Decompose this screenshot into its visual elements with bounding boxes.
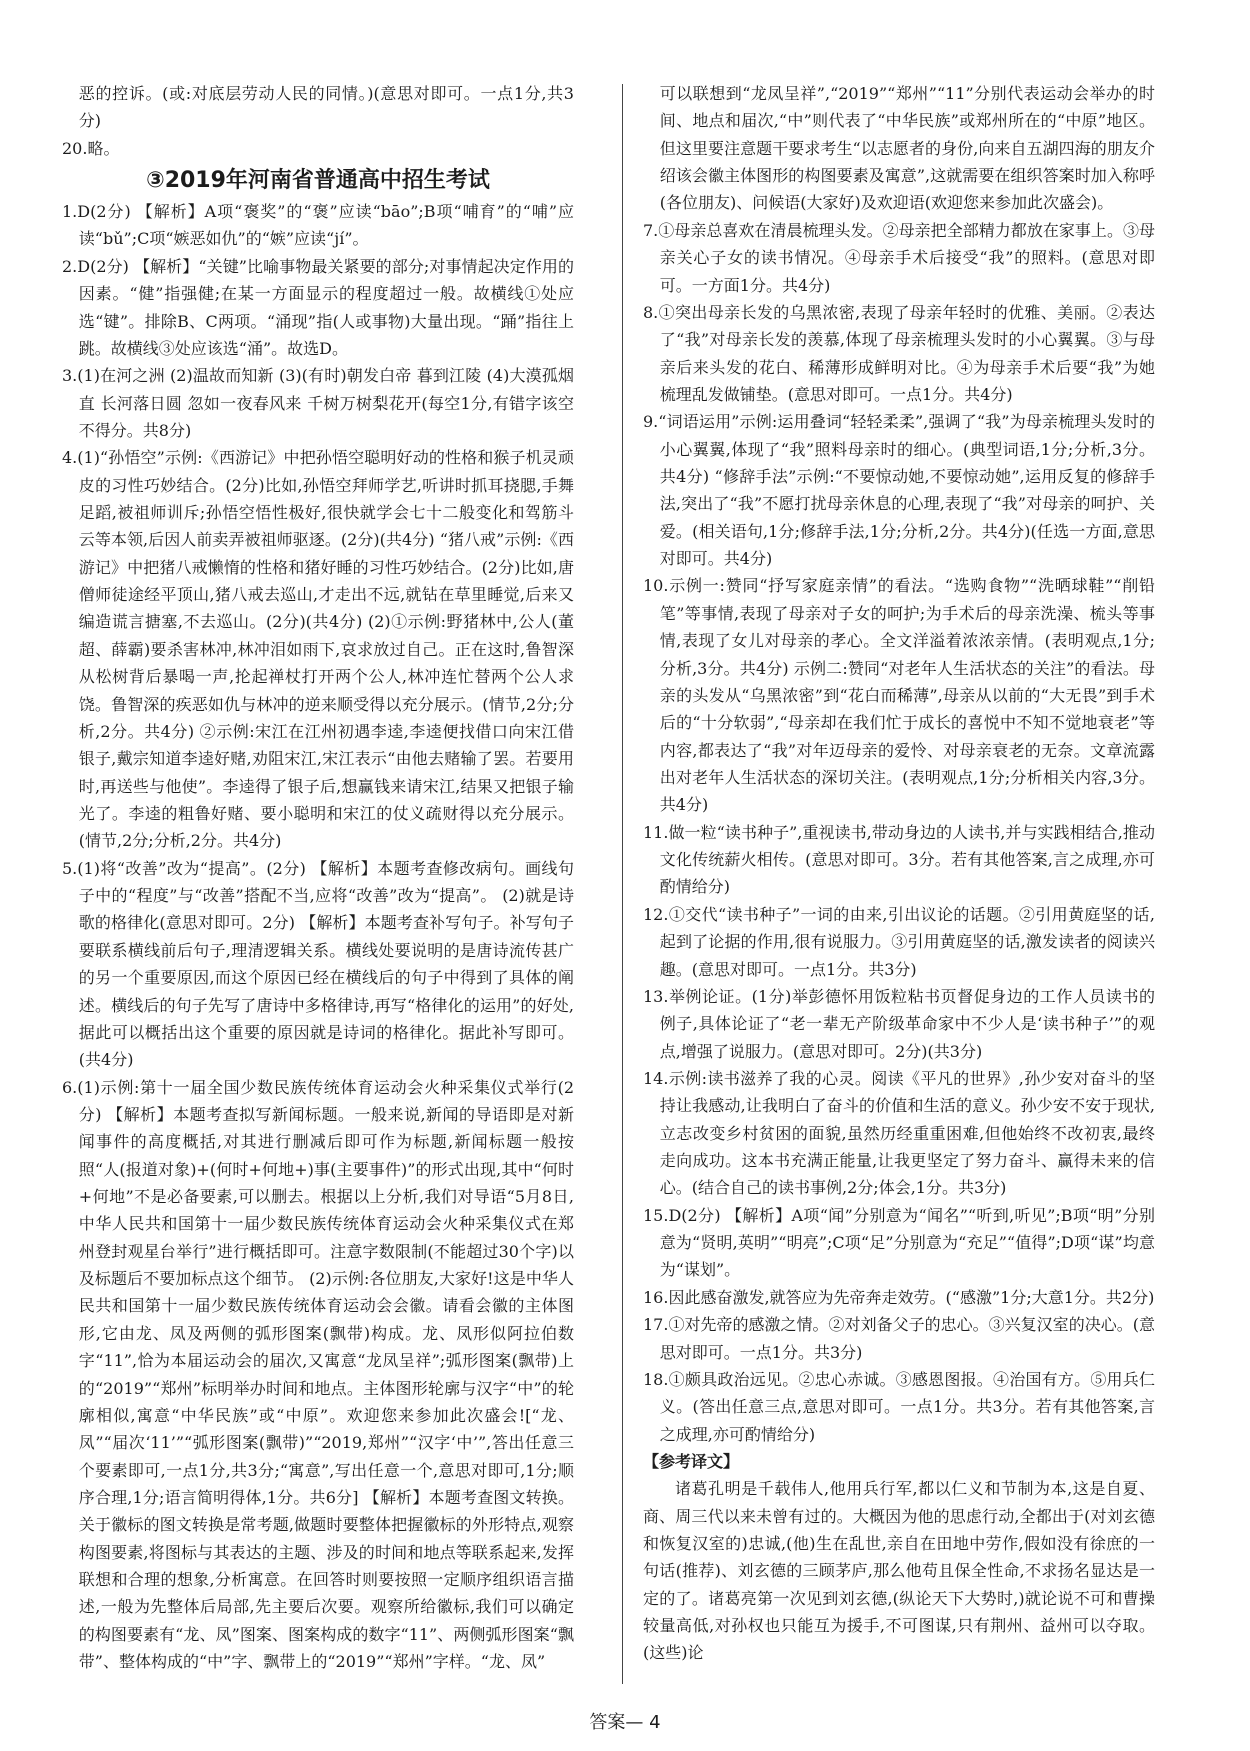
answer-item: 16.因此感奋激发,就答应为先帝奔走效劳。(“感激”1分;大意1分。共2分)	[643, 1287, 1155, 1307]
answer-item: 11.做一粒“读书种子”,重视读书,带动身边的人读书,并与实践相结合,推动文化传统薪火相传。(意思对即可。3分。若有其他答案,言之成理,亦可酌情给分)	[643, 822, 1155, 897]
intro-line: 20.略。	[62, 138, 120, 158]
answer-item: 5.(1)将“改善”改为“提高”。(2分) 【解析】本题考查修改病句。画线句子中的“程度”与“改善”搭配不当,应将“改善”改为“提高”。 (2)就是诗歌的格律化(意思对即可。2分) 【解析】本题考查补写句子。补写句子要联系横线前后句子,理清逻辑关系。横线处要说明的是唐诗流传甚广的另一个重要原因,而这个原因已经在横线后的句子中得到了具体的阐述。横线后的句子先写了唐诗中多格律诗,再写“格律化的运用”的好处,据此可以概括出这个重要的原因就是诗词的格律化。据此补写即可。(共4分)	[62, 858, 574, 1070]
translation-body: 诸葛孔明是千载伟人,他用兵行军,都以仁义和节制为本,这是自夏、商、周三代以来未曾有过的。大概因为他的思虑行动,全都出于(对刘玄德和恢复汉室的)忠诚,(他)生在乱世,亲自在田地中劳作,假如没有徐庶的一句话(推荐)、刘玄德的三顾茅庐,那么他苟且保全性命,不求扬名显达是一定的了。诸葛亮第一次见到刘玄德,(纵论天下大势时,)就论说不可和曹操较量高低,对孙权也只能互为援手,不可图谋,只有荆州、益州可以夺取。(这些)论	[643, 1479, 1155, 1663]
answer-item: 8.①突出母亲长发的乌黑浓密,表现了母亲年轻时的优雅、美丽。②表达了“我”对母亲长发的羡慕,体现了母亲梳理头发时的小心翼翼。③与母亲后来头发的花白、稀薄形成鲜明对比。④为母亲手术后要“我”为她梳理乱发做铺垫。(意思对即可。一点1分。共4分)	[643, 302, 1155, 404]
answer-item: 2.D(2分) 【解析】“关键”比喻事物最关紧要的部分;对事情起决定作用的因素。“健”指强健;在某一方面显示的程度超过一般。故横线①处应选“键”。排除B、C两项。“涌现”指(人或事物)大量出现。“踊”指往上跳。故横线③处应该选“涌”。故选D。	[62, 256, 574, 358]
answer-item: 17.①对先帝的感激之情。②对刘备父子的忠心。③兴复汉室的决心。(意思对即可。一点1分。共3分)	[643, 1315, 1155, 1362]
answer-item: 15.D(2分) 【解析】A项“闻”分别意为“闻名”“听到,听见”;B项“明”分别意为“贤明,英明”“明亮”;C项“足”分别意为“充足”“值得”;D项“谋”均意为“谋划”。	[643, 1205, 1155, 1280]
translation-title: 【参考译文】	[643, 1451, 740, 1471]
answer-item: 7.①母亲总喜欢在清晨梳理头发。②母亲把全部精力都放在家事上。③母亲关心子女的读书情况。④母亲手术后接受“我”的照料。(意思对即可。一方面1分。共4分)	[643, 220, 1155, 295]
answer-continuation: 可以联想到“龙凤呈祥”,“2019”“郑州”“11”分别代表运动会举办的时间、地点和届次,“中”则代表了“中华民族”或郑州所在的“中原”地区。但这里要注意题干要求考生“以志愿者的身份,向来自五湖四海的朋友介绍该会徽主体图形的构图要素及寓意”,这就需要在组织答案时加入称呼(各位朋友)、问候语(大家好)及欢迎语(欢迎您来参加此次盛会)。	[659, 84, 1155, 213]
answer-item: 10.示例一:赞同“抒写家庭亲情”的看法。“选购食物”“洗晒球鞋”“削铅笔”等事情,表现了母亲对子女的呵护;为手术后的母亲洗澡、梳头等事情,表现了女儿对母亲的孝心。全文洋溢着浓浓亲情。(表明观点,1分;分析,3分。共4分) 示例二:赞同“对老年人生活状态的关注”的看法。母亲的头发从“乌黑浓密”到“花白而稀薄”,母亲从以前的“大无畏”到手术后的“十分软弱”,“母亲却在我们忙于成长的喜悦中不知不觉地衰老”等内容,都表达了“我”对年迈母亲的爱怜、对母亲衰老的无奈。文章流露出对老年人生活状态的深切关注。(表明观点,1分;分析相关内容,3分。共4分)	[643, 576, 1155, 815]
exam-title: ③2019年河南省普通高中招生考试	[146, 168, 490, 194]
right-column	[643, 80, 1155, 1667]
answer-item: 14.示例:读书滋养了我的心灵。阅读《平凡的世界》,孙少安对奋斗的坚持让我感动,让我明白了奋斗的价值和生活的意义。孙少安不安于现状,立志改变乡村贫困的面貌,虽然历经重重困难,但他始终不改初衷,最终走向成功。这本书充满正能量,让我更坚定了努力奋斗、赢得未来的信心。(结合自己的读书事例,2分;体会,1分。共3分)	[643, 1068, 1155, 1198]
answer-item: 12.①交代“读书种子”一词的由来,引出议论的话题。②引用黄庭坚的话,起到了论据的作用,很有说服力。③引用黄庭坚的话,激发读者的阅读兴趣。(意思对即可。一点1分。共3分)	[643, 904, 1155, 979]
answer-item: 18.①颇具政治远见。②忠心赤诚。③感恩图报。④治国有方。⑤用兵仁义。(答出任意三点,意思对即可。一点1分。共3分。若有其他答案,言之成理,亦可酌情给分)	[643, 1369, 1155, 1444]
answer-item: 13.举例论证。(1分)举彭德怀用饭粒粘书页督促身边的工作人员读书的例子,具体论证了“老一辈无产阶级革命家中不少人是‘读书种子’”的观点,增强了说服力。(意思对即可。2分)(共3分)	[643, 986, 1155, 1061]
answer-item: 4.(1)“孙悟空”示例:《西游记》中把孙悟空聪明好动的性格和猴子机灵顽皮的习性巧妙结合。(2分)比如,孙悟空拜师学艺,听讲时抓耳挠腮,手舞足蹈,被祖师训斥;孙悟空悟性极好,很快就学会七十二般变化和驾筋斗云等本领,后因人前卖弄被祖师驱逐。(2分)(共4分) “猪八戒”示例:《西游记》中把猪八戒懒惰的性格和猪好睡的习性巧妙结合。(2分)比如,唐僧师徒途经平顶山,猪八戒去巡山,才走出不远,就钻在草里睡觉,后来又编造谎言搪塞,不去巡山。(2分)(共4分) (2)①示例:野猪林中,公人(董超、薛霸)要杀害林冲,林冲泪如雨下,哀求放过自己。正在这时,鲁智深从松树背后暴喝一声,抡起禅杖打开两个公人,林冲连忙替两个公人求饶。鲁智深的疾恶如仇与林冲的逆来顺受得以充分展示。(情节,2分;分析,2分。共4分) ②示例:宋江在江州初遇李逵,李逵便找借口向宋江借银子,戴宗知道李逵好赌,劝阻宋江,宋江表示“由他去赌输了罢。若要用时,再送些与他使”。李逵得了银子后,想赢钱来请宋江,结果又把银子输光了。李逵的粗鲁好赌、要小聪明和宋江的仗义疏财得以充分展示。(情节,2分;分析,2分。共4分)	[62, 448, 574, 851]
column-divider	[622, 84, 623, 1684]
answer-item: 6.(1)示例:第十一届全国少数民族传统体育运动会火种采集仪式举行(2分) 【解析】本题考查拟写新闻标题。一般来说,新闻的导语即是对新闻事件的高度概括,对其进行删减后即可作为标题,新闻标题一般按照“人(报道对象)+(何时+何地+)事(主要事件)”的形式出现,其中“何时+何地”不是必备要素,可以删去。根据以上分析,我们对导语“5月8日,中华人民共和国第十一届少数民族传统体育运动会火种采集仪式在郑州登封观星台举行”进行概括即可。注意字数限制(不能超过30个字)以及标题后不要加标点这个细节。 (2)示例:各位朋友,大家好!这是中华人民共和国第十一届少数民族传统体育运动会会徽。请看会徽的主体图形,它由龙、凤及两侧的弧形图案(飘带)构成。龙、凤形似阿拉伯数字“11”,恰为本届运动会的届次,又寓意“龙凤呈祥”;弧形图案(飘带)上的“2019”“郑州”标明举办时间和地点。主体图形轮廓与汉字“中”的轮廓相似,寓意“中华民族”或“中原”。欢迎您来参加此次盛会![“龙、凤”“届次‘11’”“弧形图案(飘带)”“2019,郑州”“汉字‘中’”,答出任意三个要素即可,一点1分,共3分;“寓意”,写出任意一个,意思对即可,1分;顺序合理,1分;语言简明得体,1分。共6分] 【解析】本题考查图文转换。关于徽标的图文转换是常考题,做题时要整体把握徽标的外形特点,观察构图要素,将图标与其表达的主题、涉及的时间和地点等联系起来,发挥联想和合理的想象,分析寓意。在回答时则要按照一定顺序组织语言描述,一般为先整体后局部,先主要后次要。观察所给徽标,我们可以确定的构图要素有“龙、凤”图案、图案构成的数字“11”、两侧弧形图案“飘带”、整体构成的“中”字、飘带上的“2019”“郑州”字样。“龙、凤”	[62, 1077, 574, 1672]
intro-line: 恶的控诉。(或:对底层劳动人民的同情。)(意思对即可。一点1分,共3分)	[78, 84, 574, 131]
page-number: 答案— 4	[589, 1712, 661, 1733]
answer-item: 3.(1)在河之洲 (2)温故而知新 (3)(有时)朝发白帝 暮到江陵 (4)大漠孤烟直 长河落日圆 忽如一夜春风来 千树万树梨花开(每空1分,有错字该空不得分。共8分)	[62, 366, 574, 440]
answer-item: 9.“词语运用”示例:运用叠词“轻轻柔柔”,强调了“我”为母亲梳理头发时的小心翼翼,体现了“我”照料母亲时的细心。(典型词语,1分;分析,3分。共4分) “修辞手法”示例:“不要惊动她,不要惊动她”,运用反复的修辞手法,突出了“我”不愿打扰母亲休息的心理,表现了“我”对母亲的呵护、关爱。(相关语句,1分;修辞手法,1分;分析,2分。共4分)(任选一方面,意思对即可。共4分)	[643, 412, 1155, 569]
left-column	[62, 80, 574, 1675]
answer-item: 1.D(2分) 【解析】A项“褒奖”的“褒”应读“bāo”;B项“哺育”的“哺”应读“bǔ”;C项“嫉恶如仇”的“嫉”应读“jí”。	[62, 202, 574, 249]
